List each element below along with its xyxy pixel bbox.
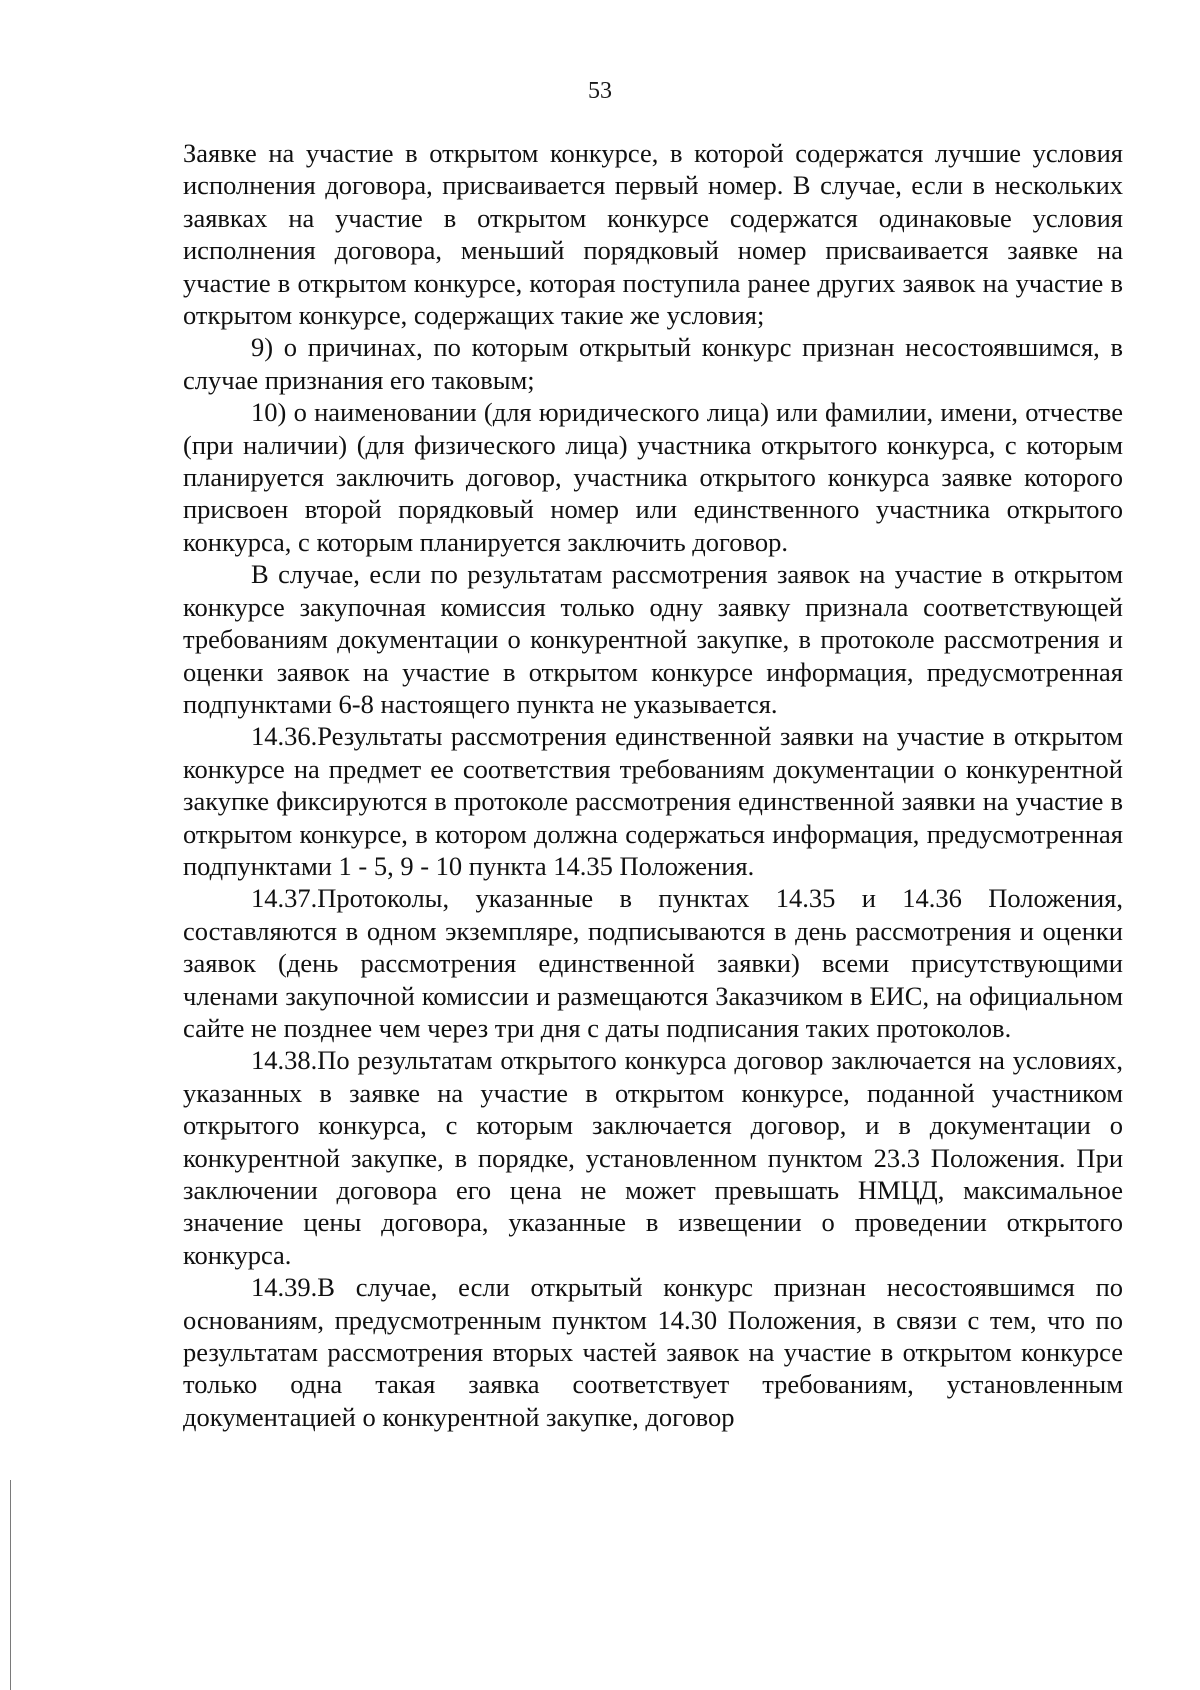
paragraph-item-10: 10) о наименовании (для юридического лица) или фамилии, имени, отчестве (при наличии) (для физического лица) участника открытого конкурса, с которым планируется заключить договор, участника открытого конкурса заявке которого присвоен второй порядковый номер или единственного участника открытого конкурса, с которым планируется заключить договор. bbox=[183, 397, 1123, 557]
paragraph-14-37: 14.37.Протоколы, указанные в пунктах 14.35 и 14.36 Положения, составляются в одном экземпляре, подписываются в день рассмотрения и оценки заявок (день рассмотрения единственной заявки) всеми присутствующими членами закупочной комиссии и размещаются Заказчиком в ЕИС, на официальном сайте не позднее чем через три дня с даты подписания таких протоколов. bbox=[183, 883, 1123, 1043]
paragraph-14-38: 14.38.По результатам открытого конкурса договор заключается на условиях, указанных в заявке на участие в открытом конкурсе, поданной участником открытого конкурса, с которым заключается договор, и в документации о конкурентной закупке, в порядке, установленном пунктом 23.3 Положения. При заключении договора его цена не может превышать НМЦД, максимальное значение цены договора, указанные в извещении о проведении открытого конкурса. bbox=[183, 1045, 1123, 1270]
document-body bbox=[183, 137, 1123, 1433]
paragraph-ranking-continuation: Заявке на участие в открытом конкурсе, в которой содержатся лучшие условия исполнения договора, присваивается первый номер. В случае, если в нескольких заявках на участие в открытом конкурсе содержатся одинаковые условия исполнения договора, меньший порядковый номер присваивается заявке на участие в открытом конкурсе, которая поступила ранее других заявок на участие в открытом конкурсе, содержащих такие же условия; bbox=[183, 138, 1123, 331]
paragraph-single-application-case: В случае, если по результатам рассмотрения заявок на участие в открытом конкурсе закупочная комиссия только одну заявку признала соответствующей требованиям документации о конкурентной закупке, в протоколе рассмотрения и оценки заявок на участие в открытом конкурсе информация, предусмотренная подпунктами 6-8 настоящего пункта не указывается. bbox=[183, 559, 1123, 719]
paragraph-item-9: 9) о причинах, по которым открытый конкурс признан несостоявшимся, в случае признания его таковым; bbox=[183, 332, 1123, 395]
scan-margin-line bbox=[10, 1480, 11, 1690]
page-number: 53 bbox=[588, 78, 612, 104]
paragraph-14-36: 14.36.Результаты рассмотрения единственной заявки на участие в открытом конкурсе на предмет ее соответствия требованиям документации о конкурентной закупке фиксируются в протоколе рассмотрения единственной заявки на участие в открытом конкурсе, в котором должна содержаться информация, предусмотренная подпунктами 1 - 5, 9 - 10 пункта 14.35 Положения. bbox=[183, 721, 1123, 881]
paragraph-14-39: 14.39.В случае, если открытый конкурс признан несостоявшимся по основаниям, предусмотренным пунктом 14.30 Положения, в связи с тем, что по результатам рассмотрения вторых частей заявок на участие в открытом конкурсе только одна такая заявка соответствует требованиям, установленным документацией о конкурентной закупке, договор bbox=[183, 1272, 1123, 1432]
